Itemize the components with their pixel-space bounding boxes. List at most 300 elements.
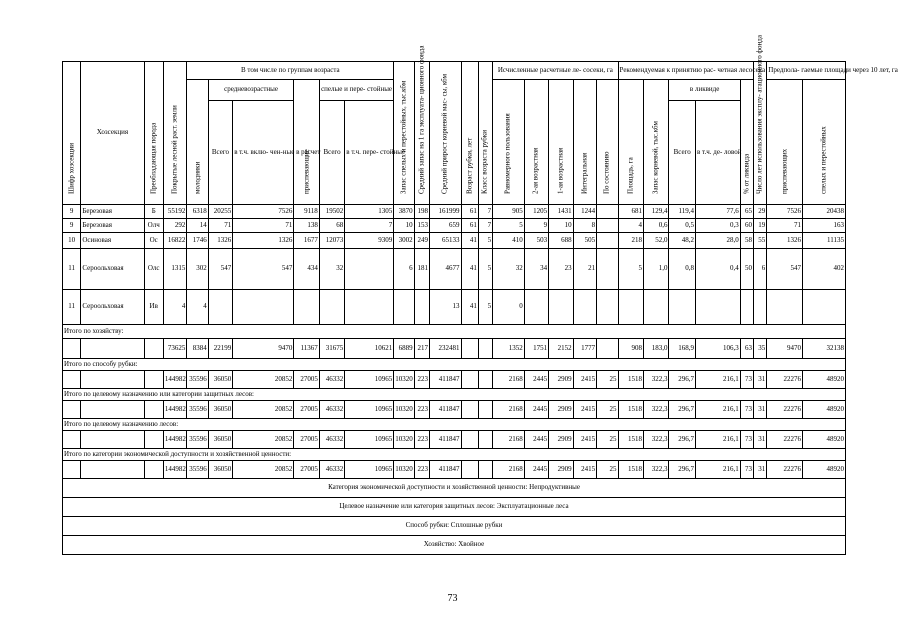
table-cell: 11 — [63, 249, 81, 290]
table-cell: 0,8 — [669, 249, 696, 290]
total-cell: 144982 — [163, 371, 186, 389]
total-cell: 296,7 — [669, 461, 696, 479]
total-cell: 2415 — [573, 371, 596, 389]
total-cell: 1352 — [493, 339, 525, 359]
table-cell: 9 — [63, 219, 81, 233]
table-cell: 198 — [414, 205, 429, 219]
total-cell: 2152 — [549, 339, 573, 359]
footer-caption: Способ рубки: Сплошные рубки — [63, 517, 846, 536]
table-cell: 71 — [233, 219, 294, 233]
table-cell — [319, 290, 344, 325]
table-cell: 11135 — [802, 233, 845, 249]
total-cell: 1518 — [618, 461, 643, 479]
total-cell: 31675 — [319, 339, 344, 359]
total-cell — [81, 371, 144, 389]
table-cell: 13 — [429, 290, 461, 325]
total-cell: 20852 — [233, 461, 294, 479]
total-cell: 1518 — [618, 371, 643, 389]
table-cell: 77,6 — [695, 205, 740, 219]
total-cell: 22199 — [208, 339, 232, 359]
total-cell: 46332 — [319, 431, 344, 449]
total-cell: 296,7 — [669, 401, 696, 419]
table-cell: 11 — [63, 290, 81, 325]
section-label: Итого по целевому назначению лесов: — [63, 419, 846, 431]
header-klass: Класс возраста рубки — [478, 62, 492, 205]
table-cell: 55 — [754, 233, 767, 249]
total-cell: 20852 — [233, 431, 294, 449]
total-cell: 6889 — [394, 339, 414, 359]
table-cell — [394, 290, 414, 325]
total-cell: 2168 — [493, 371, 525, 389]
table-cell: 10 — [63, 233, 81, 249]
total-cell: 25 — [597, 461, 618, 479]
table-cell: 4 — [187, 290, 208, 325]
total-cell: 73 — [740, 431, 753, 449]
total-cell: 223 — [414, 461, 429, 479]
table-cell — [597, 290, 618, 325]
table-cell: 0,5 — [669, 219, 696, 233]
table-cell: 9 — [524, 219, 548, 233]
table-cell — [345, 249, 394, 290]
table-cell: 1326 — [767, 233, 803, 249]
total-cell: 27005 — [294, 461, 319, 479]
table-cell — [294, 290, 319, 325]
table-cell — [414, 290, 429, 325]
table-cell: 129,4 — [643, 205, 668, 219]
header-proc-likv: % от ликвида — [740, 80, 753, 205]
table-cell — [754, 290, 767, 325]
total-cell: 1518 — [618, 431, 643, 449]
header-age-groups: В том числе по группам возраста — [187, 62, 394, 80]
header-vozrast: Возраст рубки, лет — [461, 62, 478, 205]
section-total-row — [63, 431, 846, 449]
total-cell: 217 — [414, 339, 429, 359]
total-cell: 2415 — [573, 461, 596, 479]
header-hozsekciya: Хозсекция — [81, 62, 144, 205]
total-cell — [478, 431, 492, 449]
table-cell: 7 — [478, 219, 492, 233]
total-cell: 411847 — [429, 461, 461, 479]
table-cell: 65133 — [429, 233, 461, 249]
total-cell: 20852 — [233, 401, 294, 419]
header-spel2: спелых и перестойных — [802, 80, 845, 205]
total-cell: 27005 — [294, 371, 319, 389]
header-prisp2: приспевающих — [767, 80, 803, 205]
header-perv: 1-ая возрастная — [549, 80, 573, 205]
total-cell: 31 — [754, 371, 767, 389]
total-cell: 46332 — [319, 461, 344, 479]
table-cell: 5 — [478, 233, 492, 249]
total-cell: 2909 — [549, 371, 573, 389]
header-sred-prirost: Средний прирост корневой мас- сы, кбм — [429, 62, 461, 205]
table-row — [63, 205, 846, 219]
total-cell: 223 — [414, 401, 429, 419]
table-cell — [549, 290, 573, 325]
table-cell: 905 — [493, 205, 525, 219]
table-cell: 402 — [802, 249, 845, 290]
table-cell — [573, 290, 596, 325]
total-cell: 48920 — [802, 401, 845, 419]
table-cell: 68 — [319, 219, 344, 233]
table-cell: 71 — [208, 219, 232, 233]
total-cell: 144982 — [163, 431, 186, 449]
total-cell: 2909 — [549, 401, 573, 419]
total-cell: 216,1 — [695, 401, 740, 419]
table-cell — [618, 290, 643, 325]
total-cell: 35596 — [187, 431, 208, 449]
table-row — [63, 219, 846, 233]
table-cell: Олч — [144, 219, 163, 233]
total-cell — [478, 371, 492, 389]
table-cell: Сероольховая — [81, 249, 144, 290]
table-cell: 1305 — [345, 205, 394, 219]
table-cell: 0 — [493, 290, 525, 325]
total-cell: 31 — [754, 401, 767, 419]
header-sred-zapas: Средний запас на 1 га эксплуата- ционного фонда — [414, 62, 429, 205]
total-cell — [461, 339, 478, 359]
section-label-row — [63, 359, 846, 371]
total-cell: 10320 — [394, 461, 414, 479]
total-cell — [63, 339, 81, 359]
total-cell: 2909 — [549, 461, 573, 479]
table-cell: 0,6 — [643, 219, 668, 233]
table-cell: 0,4 — [695, 249, 740, 290]
table-cell: 41 — [461, 249, 478, 290]
total-cell: 411847 — [429, 431, 461, 449]
header-ischisl: Исчисленные расчетные ле- сосеки, га — [493, 62, 618, 80]
total-cell: 2415 — [573, 401, 596, 419]
total-cell — [461, 461, 478, 479]
total-cell: 48920 — [802, 461, 845, 479]
total-cell — [81, 461, 144, 479]
table-cell: 4677 — [429, 249, 461, 290]
table-cell: 659 — [429, 219, 461, 233]
table-cell — [802, 290, 845, 325]
total-cell: 322,3 — [643, 401, 668, 419]
total-cell — [81, 339, 144, 359]
total-cell: 411847 — [429, 401, 461, 419]
table-cell: 48,2 — [669, 233, 696, 249]
total-cell: 9470 — [767, 339, 803, 359]
table-cell: 61 — [461, 205, 478, 219]
table-cell: 1326 — [208, 233, 232, 249]
total-cell — [63, 371, 81, 389]
table-cell: 547 — [233, 249, 294, 290]
total-cell — [461, 401, 478, 419]
total-cell — [63, 401, 81, 419]
total-cell: 1751 — [524, 339, 548, 359]
table-cell: 8 — [573, 219, 596, 233]
section-label: Итого по хозяйству: — [63, 325, 846, 339]
total-cell: 73 — [740, 371, 753, 389]
header-ploshad: Площадь, га — [618, 80, 643, 205]
table-cell: 163 — [802, 219, 845, 233]
page-number: 73 — [447, 593, 458, 604]
total-cell: 48920 — [802, 371, 845, 389]
table-cell: 61 — [461, 219, 478, 233]
header-vtor: 2-ая возрастная — [524, 80, 548, 205]
total-cell: 183,0 — [643, 339, 668, 359]
table-cell — [643, 290, 668, 325]
total-cell — [144, 461, 163, 479]
total-cell: 10320 — [394, 431, 414, 449]
total-cell: 168,9 — [669, 339, 696, 359]
total-cell — [461, 431, 478, 449]
total-cell: 322,3 — [643, 431, 668, 449]
total-cell: 10621 — [345, 339, 394, 359]
table-cell: 12073 — [319, 233, 344, 249]
table-cell: 181 — [414, 249, 429, 290]
total-cell: 10965 — [345, 461, 394, 479]
total-cell — [478, 339, 492, 359]
header-integr: Интегральная — [573, 80, 596, 205]
table-cell: 3002 — [394, 233, 414, 249]
header-zapas-korn: Запас корневой, тыс.кбм — [643, 80, 668, 205]
table-row — [63, 249, 846, 290]
table-cell: 1746 — [187, 233, 208, 249]
total-cell: 223 — [414, 371, 429, 389]
table-cell: 16822 — [163, 233, 186, 249]
table-cell: Б — [144, 205, 163, 219]
total-cell — [63, 461, 81, 479]
total-cell: 36050 — [208, 431, 232, 449]
total-cell: 35 — [754, 339, 767, 359]
total-cell: 216,1 — [695, 461, 740, 479]
table-cell: 52,0 — [643, 233, 668, 249]
table-cell: 29 — [754, 205, 767, 219]
total-cell: 216,1 — [695, 371, 740, 389]
total-cell — [63, 431, 81, 449]
total-cell: 22276 — [767, 401, 803, 419]
header-sostoyanie: По состоянию — [597, 80, 618, 205]
section-label-row — [63, 419, 846, 431]
table-cell: 7 — [478, 205, 492, 219]
header-chislo-let: Число лет использования эксплу- атационного фонда — [754, 62, 767, 205]
table-cell: 21 — [573, 249, 596, 290]
table-cell — [740, 290, 753, 325]
section-label: Итого по целевому назначению или категории защитных лесов: — [63, 389, 846, 401]
total-cell: 9470 — [233, 339, 294, 359]
total-cell: 35596 — [187, 401, 208, 419]
table-cell — [767, 290, 803, 325]
total-cell: 10965 — [345, 401, 394, 419]
total-cell: 1518 — [618, 401, 643, 419]
table-cell: 1431 — [549, 205, 573, 219]
total-cell: 2909 — [549, 431, 573, 449]
total-cell: 2168 — [493, 431, 525, 449]
total-cell: 10320 — [394, 401, 414, 419]
table-cell: 6318 — [187, 205, 208, 219]
table-cell: 5 — [618, 249, 643, 290]
total-cell: 36050 — [208, 371, 232, 389]
header-poroda: Преобладающая порода — [144, 62, 163, 205]
table-cell — [669, 290, 696, 325]
total-cell: 22276 — [767, 461, 803, 479]
footer-row — [63, 479, 846, 498]
total-cell: 25 — [597, 431, 618, 449]
footer-row — [63, 517, 846, 536]
table-cell: Олс — [144, 249, 163, 290]
total-cell: 22276 — [767, 371, 803, 389]
table-cell: 50 — [740, 249, 753, 290]
table-cell: 292 — [163, 219, 186, 233]
total-cell: 73625 — [163, 339, 186, 359]
header-pokrytye: Покрытые лесной раст. земли — [163, 62, 186, 205]
total-cell: 11367 — [294, 339, 319, 359]
total-cell: 73 — [740, 461, 753, 479]
table-cell: 1244 — [573, 205, 596, 219]
table-cell: 41 — [461, 290, 478, 325]
total-cell — [144, 371, 163, 389]
total-cell — [597, 339, 618, 359]
table-cell: 32 — [319, 249, 344, 290]
total-cell — [81, 431, 144, 449]
table-cell: 65 — [740, 205, 753, 219]
section-total-row — [63, 371, 846, 389]
total-cell: 10965 — [345, 431, 394, 449]
total-cell — [144, 401, 163, 419]
table-cell: 302 — [187, 249, 208, 290]
header-spelye: спелые и пере- стойные — [319, 80, 393, 101]
table-cell: 1677 — [294, 233, 319, 249]
total-cell: 25 — [597, 401, 618, 419]
forest-table — [62, 34, 898, 555]
table-cell: 5 — [478, 290, 492, 325]
total-cell: 296,7 — [669, 371, 696, 389]
table-cell: 19 — [754, 219, 767, 233]
header-shifr: Шифр хозсекции — [63, 62, 81, 205]
table-cell: 5 — [493, 219, 525, 233]
header-vsego2: Всего — [319, 101, 344, 205]
total-cell: 10320 — [394, 371, 414, 389]
total-cell: 36050 — [208, 401, 232, 419]
table-cell: 14 — [187, 219, 208, 233]
total-cell: 32138 — [802, 339, 845, 359]
total-cell: 35596 — [187, 371, 208, 389]
section-label: Итого по категории экономической доступности и хозяйственной ценности: — [63, 449, 846, 461]
table-cell: 60 — [740, 219, 753, 233]
table-cell: 58 — [740, 233, 753, 249]
total-cell: 322,3 — [643, 371, 668, 389]
table-cell: 6 — [754, 249, 767, 290]
table-cell — [524, 290, 548, 325]
header-vkl-ch: в т.ч. вклю- чен-ные в расчет — [233, 101, 294, 205]
total-cell: 35596 — [187, 461, 208, 479]
table-cell — [695, 290, 740, 325]
table-cell: 41 — [461, 233, 478, 249]
table-cell: 0,3 — [695, 219, 740, 233]
header-delovoy: в т.ч. де- ловой — [695, 101, 740, 205]
section-total-row — [63, 339, 846, 359]
table-cell — [597, 233, 618, 249]
header-rekomend: Рекомендуемая к принятию рас- четная лесосека — [618, 62, 754, 80]
table-cell — [597, 219, 618, 233]
total-cell — [478, 461, 492, 479]
total-cell: 144982 — [163, 401, 186, 419]
table-cell: 1205 — [524, 205, 548, 219]
table-cell: Березовая — [81, 205, 144, 219]
table-cell: 434 — [294, 249, 319, 290]
table-cell: 32 — [493, 249, 525, 290]
total-cell: 36050 — [208, 461, 232, 479]
total-cell: 46332 — [319, 401, 344, 419]
total-cell — [144, 339, 163, 359]
section-label: Итого по способу рубки: — [63, 359, 846, 371]
table-cell: 20438 — [802, 205, 845, 219]
table-row — [63, 290, 846, 325]
table-cell: 71 — [767, 219, 803, 233]
total-cell: 908 — [618, 339, 643, 359]
total-cell: 22276 — [767, 431, 803, 449]
table-cell: 410 — [493, 233, 525, 249]
table-cell: 7 — [345, 219, 394, 233]
table-cell: 23 — [549, 249, 573, 290]
table-cell: 4 — [618, 219, 643, 233]
header-vsego: Всего — [208, 101, 232, 205]
footer-caption: Хозяйство: Хвойное — [63, 536, 846, 555]
total-cell — [478, 401, 492, 419]
total-cell: 2445 — [524, 371, 548, 389]
total-cell: 1777 — [573, 339, 596, 359]
table-cell: 9118 — [294, 205, 319, 219]
table-cell: 161999 — [429, 205, 461, 219]
total-cell: 2445 — [524, 461, 548, 479]
total-cell: 48920 — [802, 431, 845, 449]
total-cell: 31 — [754, 461, 767, 479]
header-v-likvide: в ликвиде — [669, 80, 740, 101]
section-label-row — [63, 449, 846, 461]
total-cell: 296,7 — [669, 431, 696, 449]
total-cell: 46332 — [319, 371, 344, 389]
table-cell: 547 — [208, 249, 232, 290]
total-cell — [81, 401, 144, 419]
table-cell: 55192 — [163, 205, 186, 219]
total-cell: 411847 — [429, 371, 461, 389]
header-ravnomer: Равномерного пользования — [493, 80, 525, 205]
table-cell: Березовая — [81, 219, 144, 233]
table-cell: Ос — [144, 233, 163, 249]
table-cell: 1326 — [233, 233, 294, 249]
total-cell: 63 — [740, 339, 753, 359]
total-cell: 2445 — [524, 401, 548, 419]
table-cell — [597, 205, 618, 219]
table-cell: 688 — [549, 233, 573, 249]
total-cell: 20852 — [233, 371, 294, 389]
table-cell — [597, 249, 618, 290]
section-label-row — [63, 389, 846, 401]
table-cell: Ив — [144, 290, 163, 325]
section-label-row — [63, 325, 846, 339]
table-cell: 19502 — [319, 205, 344, 219]
table-cell: 9 — [63, 205, 81, 219]
table-cell: 503 — [524, 233, 548, 249]
total-cell: 2168 — [493, 401, 525, 419]
total-cell — [144, 431, 163, 449]
total-cell: 27005 — [294, 401, 319, 419]
total-cell: 144982 — [163, 461, 186, 479]
header-predpol: Предпола- гаемые площади через 10 лет, га — [767, 62, 846, 80]
table-cell: 3870 — [394, 205, 414, 219]
table-cell: 505 — [573, 233, 596, 249]
section-total-row — [63, 461, 846, 479]
table-cell: Осиновая — [81, 233, 144, 249]
total-cell: 2168 — [493, 461, 525, 479]
header-zapas: Запас спелых и перестойных, тыс.кбм — [394, 62, 414, 205]
footer-caption: Целевое назначение или категория защитных лесов: Эксплуатационные леса — [63, 498, 846, 517]
table-cell: 153 — [414, 219, 429, 233]
table-cell — [208, 290, 232, 325]
total-cell: 223 — [414, 431, 429, 449]
